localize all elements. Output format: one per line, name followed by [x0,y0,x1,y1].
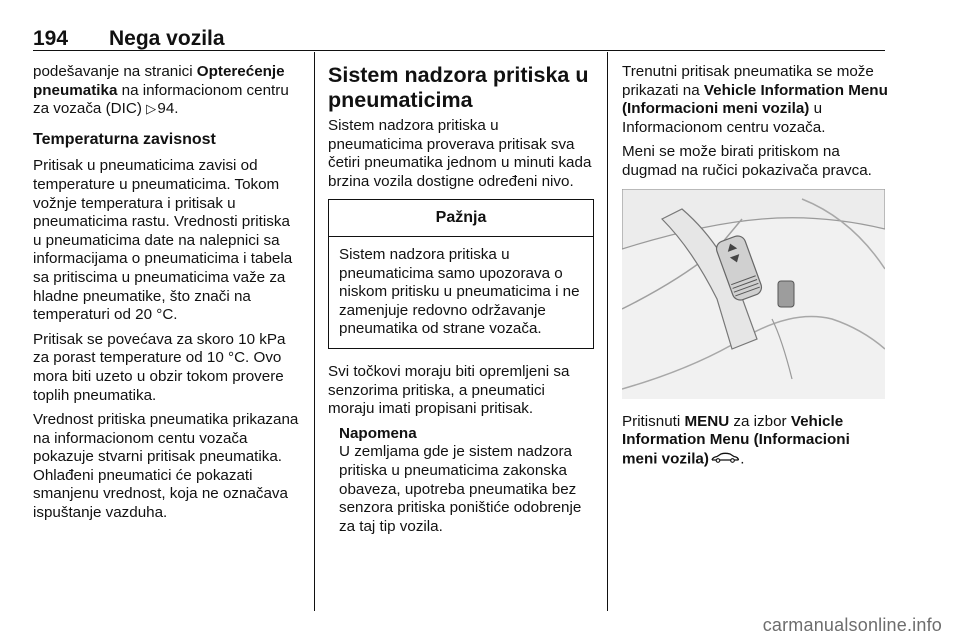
heading-temperature: Temperaturna zavisnost [33,130,216,148]
paragraph-temp-1: Pritisak u pneumaticima zavisi od temperature u pneumaticima. Tokom vožnje temperatura i pritisak u pneumaticima rastu. Vrednosti pritiska u pneumaticima date na nalepnici sa informacijama o pneumaticima i tabela sa pritiscima u pneumaticima važe za hladne pneumatike, što znači na temperaturi od 20 °C. [33,157,293,324]
paragraph-temp-2: Pritisak se povećava za skoro 10 kPa za porast temperature od 10 °C. Ovo mora biti uzeto u obzir tokom provere toplih pneumatika. [33,330,286,404]
paragraph-temp-3: Vrednost pritiska pneumatika prikazana na informacionom centu vozača pokazuje stvarni pritisak pneumatika. Ohlađeni pneumatici će pokazati smanjenu vrednost, koja ne označava ispuštanje vazduha. [33,411,299,522]
watermark: carmanualsonline.info [762,615,942,635]
menu-button-label: MENU [684,412,730,430]
column-divider-1 [314,52,315,611]
paragraph-sensors: Svi točkovi moraju biti opremljeni sa senzorima pritiska, a pneumatici moraju imati propisani pritisak. [328,362,570,418]
warning-box [328,199,594,349]
column-left [33,63,301,529]
page-ref: 94. [157,100,179,118]
paragraph-intro: podešavanje na stranici Opterećenje pneumatika na informacionom centru za vozača (DIC) ▷ 94. [33,63,289,118]
note-title: Napomena [339,424,417,442]
page-number: 194 [33,27,69,50]
column-middle [328,63,594,536]
paragraph-system: Sistem nadzora pritiska u pneumaticima proverava pritisak sva četiri pneumatika jednom u minuti kada brzina vozila dostigne određeni nivo. [328,117,592,190]
menu-name: Vehicle Information Menu (Informacioni meni vozila) [622,81,888,118]
section-title: Sistem nadzora pritiska u pneumaticima [328,63,589,112]
warning-title: Pažnja [329,200,593,237]
paragraph-current-pressure: Trenutni pritisak pneumatika se može prikazati na Vehicle Information Menu (Informacioni meni vozila) u Informacionom centru vozača. [622,63,888,136]
warning-body: Sistem nadzora pritiska u pneumaticima samo upozorava o niskom pritisku u pneumaticima i ne zamenjuje redovno održavanje pneumatika od strane vozača. [339,245,580,338]
link-tyre-load: Opterećenje pneumatika [33,63,285,99]
header-rule [33,50,885,51]
column-right [622,63,888,475]
lever-illustration [622,189,885,399]
car-icon [710,450,740,469]
illustration-turn-signal-lever [622,189,885,399]
paragraph-menu-select: Meni se može birati pritiskom na dugmad na ručici pokazivača pravca. [622,143,872,179]
note-body: U zemljama gde je sistem nadzora pritiska u pneumaticima zakonska obaveza, upotreba pneumatika bez senzora pritiska poništiće odobrenje za taj tip vozila. [339,443,582,535]
chapter-title: Nega vozila [109,27,225,50]
note-block [339,425,594,537]
paragraph-press-menu: Pritisnuti MENU za izbor Vehicle Information Menu (Informacioni meni vozila) . [622,412,850,468]
page-header [33,27,885,51]
column-divider-2 [607,52,608,611]
vehicle-menu-label: Vehicle Information Menu (Informacioni meni vozila) [622,412,850,468]
page-ref-arrow-icon: ▷ [146,101,157,117]
